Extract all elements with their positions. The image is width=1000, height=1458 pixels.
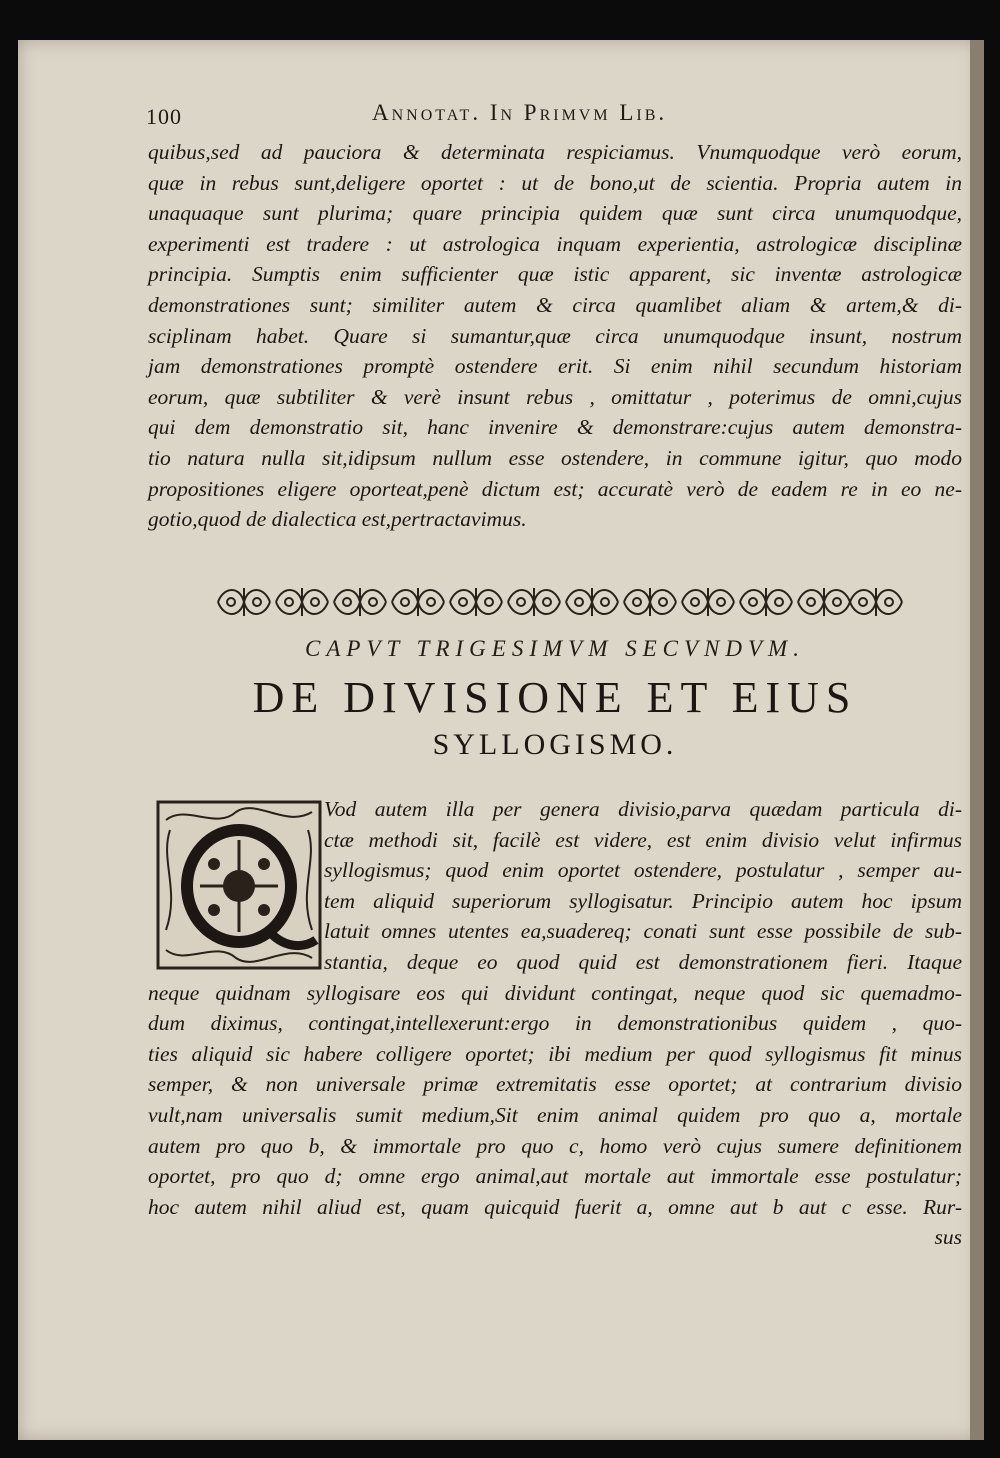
text-line: syllogismus; quod enim oportet ostendere, postulatur , semper au- — [324, 858, 962, 883]
text-line: latuit omnes utentes ea,suadereq; conati sunt esse possibile de sub- — [324, 919, 962, 944]
ornament-band — [214, 580, 906, 624]
text-line: gotio,quod de dialectica est,pertractavimus. — [148, 507, 527, 532]
text-line: qui dem demonstratio sit, hanc invenire & demonstrare:cujus autem demonstra- — [148, 415, 962, 440]
text-line: dum diximus, contingat,intellexerunt:ergo in demonstrationibus quidem , quo- — [148, 1011, 962, 1036]
text-line: propositiones eligere oporteat,penè dictum est; accuratè verò de eadem re in eo ne- — [148, 476, 962, 501]
text-line: hoc autem nihil aliud est, quam quicquid fuerit a, omne aut b aut c esse. Rur- — [148, 1194, 962, 1219]
top-text-block — [148, 137, 962, 535]
text-line: semper, & non universale primæ extremitatis esse oportet; at contrarium divisio — [148, 1072, 962, 1097]
chapter-subtitle: SYLLOGISMO. — [432, 728, 678, 761]
text-line: stantia, deque eo quod quid est demonstrationem fieri. Itaque — [324, 949, 962, 974]
text-line: quæ in rebus sunt,deligere oportet : ut de bono,ut de scientia. Propria autem in — [148, 170, 962, 195]
text-line: demonstrationes sunt; similiter autem & circa quamlibet aliam & artem,& di- — [148, 292, 962, 317]
text-line: experimenti est tradere : ut astrologica inquam experientia, astrologicæ disciplinæ — [148, 231, 962, 256]
page-header — [146, 100, 960, 134]
running-head: Annotat. In Primvm Lib. — [372, 100, 668, 125]
text-line: neque quidnam syllogisare eos qui dividunt contingat, neque quod sic quemadmo- — [148, 980, 962, 1005]
text-line: oportet, pro quo d; omne ergo animal,aut mortale aut immortale esse postulatur; — [148, 1164, 962, 1189]
text-line: sciplinam habet. Quare si sumantur,quæ circa unumquodque insunt, nostrum — [148, 323, 962, 348]
text-line: vult,nam universalis sumit medium,Sit enim animal quidem pro quo a, mortale — [148, 1102, 962, 1127]
text-line: ctæ methodi sit, facilè est videre, est enim divisio velut infirmus — [324, 827, 962, 852]
chapter-paragraph — [148, 794, 962, 1253]
text-line: principia. Sumptis enim sufficienter quæ istic apparent, sic inventæ astrologicæ — [148, 262, 962, 287]
text-line: jam demonstrationes promptè ostendere erit. Si enim nihil secundum historiam — [148, 354, 962, 379]
text-line: Vod autem illa per genera divisio,parva quædam particula di- — [324, 797, 962, 821]
text-line: autem pro quo b, & immortale pro quo c, homo verò cujus sumere definitionem — [148, 1133, 962, 1158]
text-line: ties aliquid sic habere colligere oportet; ibi medium per quod syllogismus fit minus — [148, 1041, 962, 1066]
text-line: unaquaque sunt plurima; quare principia quidem quæ sunt circa unumquodque, — [148, 201, 962, 226]
catchword: sus — [934, 1225, 962, 1250]
page-edge — [970, 40, 984, 1440]
text-line: tio natura nulla sit,idipsum nullum esse ostendere, in commune igitur, quo modo — [148, 445, 962, 470]
text-line: eorum, quæ subtiliter & verè insunt rebus , omittatur , poterimus de omni,cujus — [148, 384, 962, 409]
text-line: tem aliquid superiorum syllogisatur. Principio autem hoc ipsum — [324, 888, 962, 913]
chapter-label: CAPVT TRIGESIMVM SECVNDVM. — [305, 636, 805, 661]
page-number: 100 — [146, 104, 182, 129]
text-line: quibus,sed ad pauciora & determinata respiciamus. Vnumquodque verò eorum, — [148, 140, 962, 164]
chapter-title: DE DIVISIONE ET EIUS — [252, 673, 858, 722]
